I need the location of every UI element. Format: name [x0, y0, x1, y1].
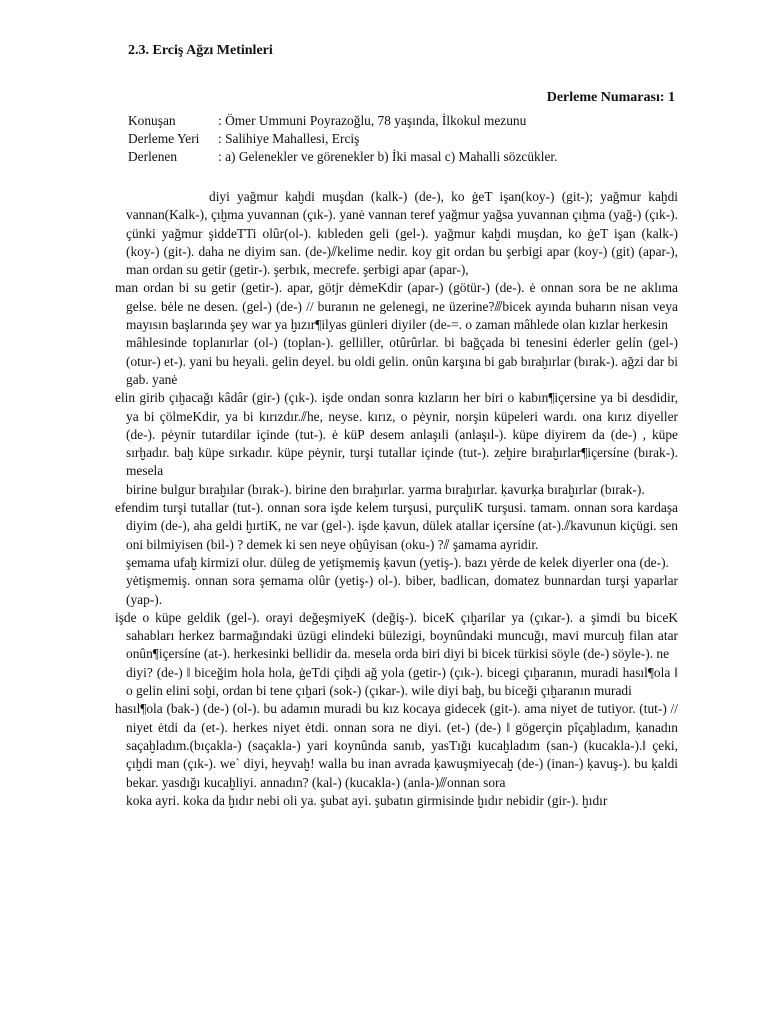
transcript-paragraph: diyi? (de-) ‖ biceğim hola hola, ġeTdi çiḫdi ağ yola (getir-) (çık-). bicegi çıḫaranın, muradi hasıl¶ola ‖ o gelin elini soḫi, ordan bi tene çıḫari (sok-) (çıkar-). wile diyi baḫ, bu biceği çıḫaranın muradi	[126, 664, 678, 699]
meta-value: : a) Gelenekler ve görenekler b) İki masal c) Mahalli sözcükler.	[218, 149, 558, 164]
metadata-block	[128, 112, 557, 166]
section-heading: 2.3. Erciş Ağzı Metinleri	[128, 43, 273, 58]
transcript-paragraph: mâhlesinde toplanırlar (ol-) (toplan-). gelliller, otûrûrlar. bi bağçada bi tenesini ėderler gelín (gel-) (otur-) et-). yani bu heyali. gelin deyel. bu oldi gelin. onûn karşına bi gab bıraḫırlar (bırak-). ağzi dar bi gab. yanė	[126, 335, 678, 387]
transcript-paragraph: şemama ufaḫ kirmizi olur. düleg de yetişmemiş ḳavun (yetiş-). bazı yėrde de kelek diyerler ona (de-).	[126, 554, 669, 570]
record-number: Derleme Numarası: 1	[546, 90, 675, 105]
transcript-paragraph: diyi yağmur kaḫdi muşdan (kalk-) (de-), ko ġeT işan(koy-) (git-); yağmur kaḫdi vannan(Kalk-), çıḫma yuvannan (çık-). yanė vannan teref yağmur yağsa yuvannan çıḫma (yağ-) (çık-). çünki yağmur şiddeTTi olûr(ol-). kıbleden geli (gel-). yağmur kaḫdi muşdan, ko ġeT işan (kalk-) (koy-) (git-). daha ne diyim san. (de-)⫽kelime nedir. koy git ordan bu şerbigi apar (koy-) (git) (apar-), man ordan su getir (getir-). şerbık, mecrefe. şerbigi apar (apar-),	[126, 189, 678, 278]
transcript-paragraph: man ordan bi su getir (getir-). apar, götjr dėmeKdir (apar-) (götür-) (de-). ė onnan sora be ne aklıma gelse. bėle ne desen. (gel-) (de-) // buranın ne gelenegi, ne üzerine?⫻bicek ayında buharın nisan veya mayısın başlarında şey war ya ḫızır¶ilyas günleri diyiler (de-=. o zaman mâhlede olan kızlar herkesin	[115, 280, 678, 333]
transcript-paragraph: koka ayri. koka da ḫıdır nebi oli ya. şubat ayi. şubatın girmisinde ḫıdır nebidir (gir-). ḫıdır	[126, 792, 608, 808]
transcript-body	[115, 188, 678, 810]
transcript-paragraph: yėtişmemiş. onnan sora şemama olûr (yetiş-) ol-). biber, badlican, domatez bunnardan turşi yaparlar (yap-).	[126, 573, 678, 607]
transcript-paragraph: birine bulgur bıraḫılar (bırak-). birine den bıraḫırlar. yarma bıraḫırlar. ḳavurḳa bıraḫırlar (bırak-).	[126, 481, 645, 497]
meta-row-speaker	[128, 112, 557, 130]
meta-label: Konuşan	[128, 113, 176, 128]
meta-value: : Ömer Ummuni Poyrazoğlu, 78 yaşında, İlkokul mezunu	[218, 113, 527, 128]
meta-row-topics	[128, 148, 557, 166]
transcript-paragraph: elin girib çıḫacağı kâdâr (gir-) (çık-). işde ondan sonra kızların her biri o kabın¶içersine ya bi desdidir, ya bi çölmeKdir, ya bi kırızdır.⫽he, neyse. kırız, o pėynir, norşin küpeleri wardı. ona kırız diyeller (de-). pėynir tutardilar içinde (tut-). ė küP desem anlaşıli (anlaşıl-). küpe diyirem da (de-) , küpe sırḫadır. baḫ küpe sırkadır. küpe pėynir, turşi tutallar içinde (tut-). zeḫire bıraḫırlar¶içersíne (bırak-). mesela	[115, 390, 678, 479]
meta-label: Derlenen	[128, 149, 178, 164]
transcript-paragraph: hasıl¶ola (bak-) (de-) (ol-). bu adamın muradi bu kız kocaya gidecek (git-). ama niyet de tutiyor. (tut-) // niyet ėtdi da (et-). herkes niyet ėtdi. onnan sora ne diyi. (et-) (de-) ‖ gögerçin pîçaḫladım, ḳanadın saçaḫladım.(bıçakla-) (saçakla-) yari koynûnda sanıb, yasTığı kucaḫladım (san-) (kucakla-).‖ çeki, çıḫdi man (çık-). we` diyi, heyvaḫ! walla bu inan avrada ḳawuşmiyecaḫ (de-) (inan-) ḳavuş-). bu ḳaldi bekar. yasdığı kucaḫliyi. annadın? (kal-) (kucakla-) (anla-)⫻onnan sora	[115, 701, 678, 790]
transcript-paragraph: efendim turşi tutallar (tut-). onnan sora işde kelem turşusi, purçuliK turşusi. tamam. onnan sora kardaşa diyim (de-), aha geldi ḫırtiK, ne var (gel-). işde ḳavun, dülek atallar içersíne (at-).⫽kavunun kiçügi. sen oni bilmiyisen (bil-) ? demek ki sen neye oḫûyisan (oku-) ?⫽ şamama ayridir.	[115, 500, 678, 552]
meta-label: Derleme Yeri	[128, 131, 200, 146]
meta-row-location	[128, 130, 557, 148]
transcript-paragraph: işde o küpe geldik (gel-). orayi değeşmiyeK (değiş-). biceK çıḫarilar ya (çıkar-). a şimdi bu biceK sahabları herkez barmağındaki üzügi elindeki bülezigi, boynûndaki muncuğı, mavi murcuḫ filan atar onûn¶içersíne (at-). herkesinki bellidir da. mesela orda biri diyi bi bicek türkisi söyle (de-) söyle-). ne	[115, 609, 678, 662]
meta-value: : Salihiye Mahallesi, Erciş	[218, 131, 360, 146]
